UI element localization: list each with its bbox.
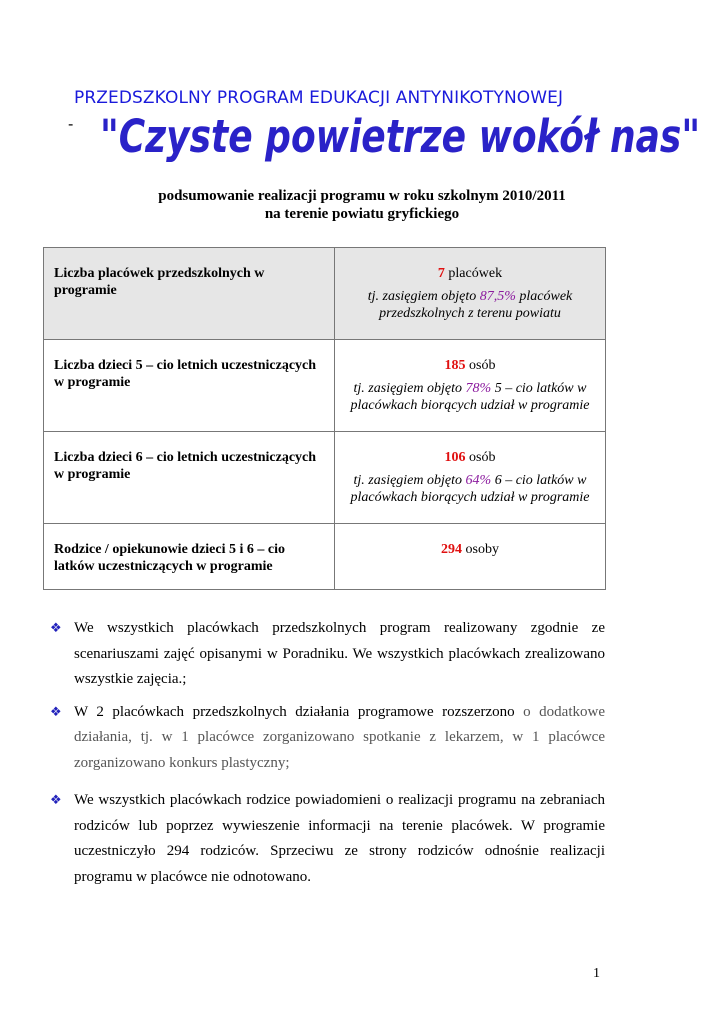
summary-table bbox=[43, 247, 606, 590]
coverage-percent: 78% bbox=[465, 381, 492, 396]
bullet-text: We wszystkich placówkach rodzice powiadomieni o realizacji programu na zebraniach rodziców lub poprzez wywieszenie informacji na terenie placówek. W programie uczestniczyło 294 rodziców. Sprzeciwu ze strony rodziców odnośnie realizacji programu w placówce nie odnotowano. bbox=[74, 792, 605, 885]
summary-bullet-list bbox=[50, 616, 605, 897]
note-text: placówek przedszkolnych z terenu powiatu bbox=[379, 289, 573, 321]
program-slogan: "Czyste powietrze wokół nas" bbox=[100, 112, 701, 164]
page-number: 1 bbox=[593, 966, 600, 981]
table-row bbox=[44, 248, 606, 340]
row-value bbox=[335, 248, 606, 340]
coverage-note bbox=[345, 380, 595, 414]
list-item bbox=[50, 700, 605, 777]
count-unit: osób bbox=[465, 450, 496, 465]
bullet-text: We wszystkich placówkach przedszkolnych program realizowany zgodnie ze scenariuszami zajęć opisanymi w Poradniku. We wszystkich placówkach zrealizowano wszystkie zajęcia.; bbox=[74, 620, 605, 687]
coverage-note bbox=[345, 472, 595, 506]
row-label: Liczba dzieci 5 – cio letnich uczestniczących w programie bbox=[44, 340, 335, 432]
bullet-text-detail: o dodatkowe działania, tj. w 1 placówce zorganizowano spotkanie z lekarzem, w 1 placówce zorganizowano konkurs plastyczny; bbox=[74, 703, 605, 771]
note-text: 6 – cio latków w placówkach biorących udział w programie bbox=[350, 473, 590, 505]
row-label: Liczba placówek przedszkolnych w programie bbox=[44, 248, 335, 340]
diamond-bullet-icon: ❖ bbox=[50, 704, 62, 720]
subtitle-line-2: na terenie powiatu gryfickiego bbox=[264, 206, 460, 222]
note-text: tj. zasięgiem objęto bbox=[367, 289, 480, 304]
bullet-text: W 2 placówkach przedszkolnych działania programowe rozszerzono bbox=[74, 703, 524, 720]
program-title: PRZEDSZKOLNY PROGRAM EDUKACJI ANTYNIKOTYNOWEJ bbox=[74, 88, 564, 108]
table-row bbox=[44, 340, 606, 432]
note-text: 5 – cio latków w placówkach biorących udział w programie bbox=[350, 381, 590, 413]
row-value bbox=[335, 432, 606, 524]
list-item bbox=[50, 616, 605, 693]
row-value bbox=[335, 524, 606, 590]
table-row bbox=[44, 432, 606, 524]
count-value: 106 bbox=[444, 450, 466, 465]
row-label: Liczba dzieci 6 – cio letnich uczestniczących w programie bbox=[44, 432, 335, 524]
title-dash: - bbox=[68, 116, 74, 133]
row-value bbox=[335, 340, 606, 432]
list-item bbox=[50, 788, 605, 890]
coverage-percent: 87,5% bbox=[479, 289, 516, 304]
subtitle-line-1: podsumowanie realizacji programu w roku szkolnym 2010/2011 bbox=[158, 188, 566, 204]
note-text: tj. zasięgiem objęto bbox=[353, 473, 466, 488]
coverage-note bbox=[345, 288, 595, 322]
coverage-percent: 64% bbox=[465, 473, 492, 488]
count-unit: osób bbox=[465, 358, 496, 373]
count-value: 294 bbox=[441, 542, 463, 557]
diamond-bullet-icon: ❖ bbox=[50, 793, 62, 808]
count-unit: osoby bbox=[462, 542, 499, 557]
count-value: 7 bbox=[437, 266, 445, 281]
diamond-bullet-icon: ❖ bbox=[50, 621, 62, 636]
count-unit: placówek bbox=[444, 266, 503, 281]
count-value: 185 bbox=[444, 358, 466, 373]
note-text: tj. zasięgiem objęto bbox=[353, 381, 466, 396]
table-row bbox=[44, 524, 606, 590]
row-label: Rodzice / opiekunowie dzieci 5 i 6 – cio latków uczestniczących w programie bbox=[44, 524, 335, 590]
